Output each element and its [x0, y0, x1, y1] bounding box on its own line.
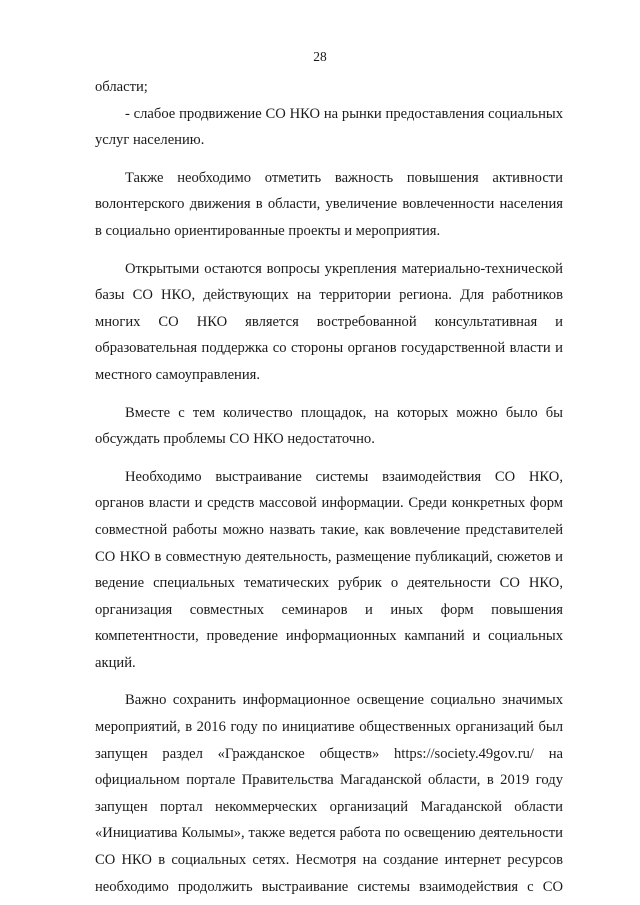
body-text	[95, 74, 563, 900]
paragraph-6: Необходимо выстраивание системы взаимодействия СО НКО, органов власти и средств массовой информации. Среди конкретных форм совместной работы можно назвать такие, как вовлечение представителей СО НКО в совместную деятельность, размещение публикаций, сюжетов и ведение специальных тематических рубрик о деятельности СО НКО, организация совместных семинаров и иных форм повышения компетентности, проведение информационных кампаний и социальных акций.	[95, 468, 563, 671]
paragraph-3: Также необходимо отметить важность повышения активности волонтерского движения в области, увеличение вовлеченности населения в социально ориентированные проекты и мероприятия.	[95, 169, 563, 239]
paragraph-1: области;	[95, 79, 148, 95]
page-number: 28	[313, 49, 327, 64]
paragraph-4: Открытыми остаются вопросы укрепления материально-технической базы СО НКО, действующих на территории региона. Для работников многих СО НКО является востребованной консультативная и образовательная поддержка со стороны органов государственной власти и местного самоуправления.	[95, 260, 563, 383]
paragraph-7: Важно сохранить информационное освещение социально значимых мероприятий, в 2016 году по инициативе общественных организаций был запущен раздел «Гражданское обществ» https://society.49gov.ru/ на официальном портале Правительства Магаданской области, в 2019 году запущен портал некоммерческих организаций Магаданской области «Инициатива Колымы», также ведется работа по освещению деятельности СО НКО в социальных сетях. Несмотря на создание интернет ресурсов необходимо продолжить выстраивание системы взаимодействия с СО	[95, 692, 563, 895]
paragraph-5: Вместе с тем количество площадок, на которых можно было бы обсуждать проблемы СО НКО недостаточно.	[95, 404, 563, 448]
paragraph-2: - слабое продвижение СО НКО на рынки предоставления социальных услуг населению.	[95, 105, 563, 149]
